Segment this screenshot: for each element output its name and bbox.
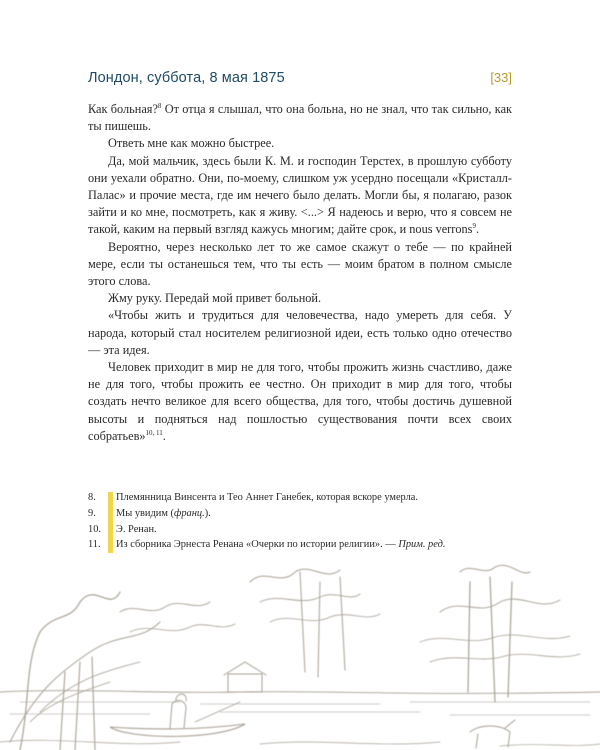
footnote-number: 11. [88, 539, 101, 551]
footnote-9 [88, 506, 518, 522]
paragraph: Ответь мне как можно быстрее. [108, 136, 275, 151]
footnote-text: Э. Ренан. [116, 523, 157, 535]
landscape-sketch-illustration [0, 552, 600, 750]
paragraph: Вероятно, через несколько лет то же самое скажут о тебе — по крайней мере, если ты останешься тем, что ты есть — моим братом в полном смысле этого слова. [88, 239, 512, 289]
footnote-11 [88, 537, 518, 553]
paragraph: Жму руку. Передай мой привет больной. [108, 291, 322, 306]
footnote-ref: 8 [157, 102, 162, 110]
footnote-text: Из сборника Эрнеста Ренана «Очерки по истории религии». — Прим. ред. [116, 539, 446, 551]
paragraph: Человек приходит в мир не для того, чтобы прожить жизнь счастливо, даже не для того, чтобы прожить ее честно. Он приходит в мир для того, чтобы создать нечто великое для всего общества, для того, чтобы достичь душевной высоты и подняться над пошлостью существования почти всех своих собратьев»$^{10, 11}$. [88, 360, 512, 443]
footnote-number: 10. [88, 523, 101, 535]
footnotes [88, 490, 518, 553]
chapter-title: Лондон, суббота, 8 мая 1875 [88, 70, 285, 86]
footnote-ref: 9 [472, 222, 476, 231]
paragraph: Да, мой мальчик, здесь были К. М. и господин Терстех, в прошлую субботу они уехали обратно. Они, по-моему, слишком уж усердно посещали «Кристалл-Палас» и прочие места, где им нечего было делать. Могли бы, я полагаю, разок зайти и ко мне, посмотреть, как я живу. <...> Я надеюсь и верю, что я совсем не такой, каким на первый взгляд кажусь многим; дайте срок, и nous verrons$^9$. [88, 153, 512, 237]
page-header [88, 70, 512, 86]
footnote-ref: 10, 11 [145, 428, 163, 437]
page-number: [33] [490, 70, 512, 85]
footnote-text: Мы увидим (франц.). [116, 507, 211, 519]
paragraph: «Чтобы жить и трудиться для человечества, надо умереть для себя. У народа, который стал носителем религиозной идеи, есть только одно отечество — эта идея. [88, 308, 512, 357]
footnote-text: Племянница Винсента и Тео Аннет Ганебек, которая вскоре умерла. [116, 492, 419, 503]
footnote-8 [88, 490, 518, 506]
footnote-number: 8. [88, 492, 96, 503]
footnote-10 [88, 522, 518, 538]
footnote-number: 9. [88, 507, 96, 519]
letter-body [88, 101, 512, 445]
paragraph: Как больная?$^8$ От отца я слышал, что она больна, но не знал, что так сильно, как ты пишешь. [88, 102, 512, 134]
